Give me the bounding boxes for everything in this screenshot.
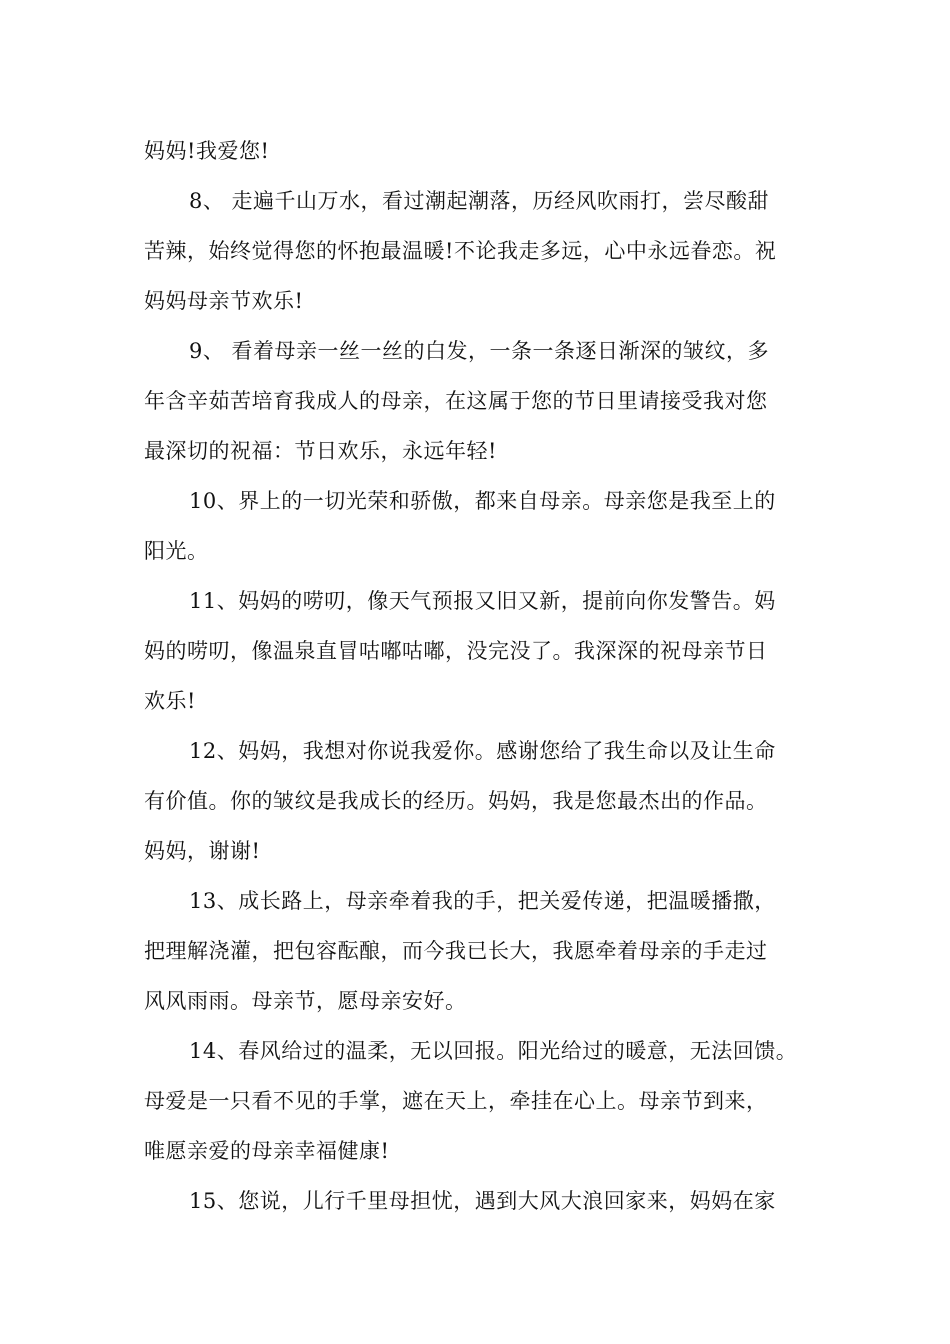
paragraph-9-line-3: 最深切的祝福：节日欢乐，永远年轻! [144, 439, 497, 463]
paragraph-13-line-1: 13、成长路上，母亲牵着我的手，把关爱传递，把温暖播撒， [189, 889, 776, 913]
paragraph-10-line-2: 阳光。 [144, 539, 209, 563]
paragraph-13-line-3: 风风雨雨。母亲节，愿母亲安好。 [144, 989, 467, 1013]
paragraph-12-line-2: 有价值。你的皱纹是我成长的经历。妈妈，我是您最杰出的作品。 [144, 789, 768, 813]
paragraph-13-line-2: 把理解浇灌，把包容酝酿，而今我已长大，我愿牵着母亲的手走过 [144, 939, 768, 963]
paragraph-14-line-1: 14、春风给过的温柔，无以回报。阳光给过的暖意，无法回馈。 [189, 1039, 798, 1063]
paragraph-15-line-1: 15、您说，儿行千里母担忧，遇到大风大浪回家来，妈妈在家 [189, 1189, 776, 1213]
paragraph-8-line-3: 妈妈母亲节欢乐! [144, 289, 304, 313]
paragraph-11-line-2: 妈的唠叨，像温泉直冒咕嘟咕嘟，没完没了。我深深的祝母亲节日 [144, 639, 768, 663]
paragraph-9-line-1: 9、 看着母亲一丝一丝的白发，一条一条逐日渐深的皱纹，多 [189, 339, 770, 363]
paragraph-14-line-3: 唯愿亲爱的母亲幸福健康! [144, 1139, 390, 1163]
paragraph-10-line-1: 10、界上的一切光荣和骄傲，都来自母亲。母亲您是我至上的 [189, 489, 776, 513]
paragraph-11-line-1: 11、妈妈的唠叨，像天气预报又旧又新，提前向你发警告。妈 [189, 589, 776, 613]
paragraph-12-line-1: 12、妈妈，我想对你说我爱你。感谢您给了我生命以及让生命 [189, 739, 776, 763]
paragraph-8-line-1: 8、 走遍千山万水，看过潮起潮落，历经风吹雨打，尝尽酸甜 [189, 189, 770, 213]
paragraph-9-line-2: 年含辛茹苦培育我成人的母亲，在这属于您的节日里请接受我对您 [144, 389, 768, 413]
text-line: 妈妈!我爱您! [144, 139, 270, 163]
paragraph-12-line-3: 妈妈，谢谢! [144, 839, 261, 863]
paragraph-8-line-2: 苦辣，始终觉得您的怀抱最温暖!不论我走多远，心中永远眷恋。祝 [144, 239, 777, 263]
paragraph-14-line-2: 母爱是一只看不见的手掌，遮在天上，牵挂在心上。母亲节到来， [144, 1089, 768, 1113]
paragraph-11-line-3: 欢乐! [144, 689, 196, 713]
